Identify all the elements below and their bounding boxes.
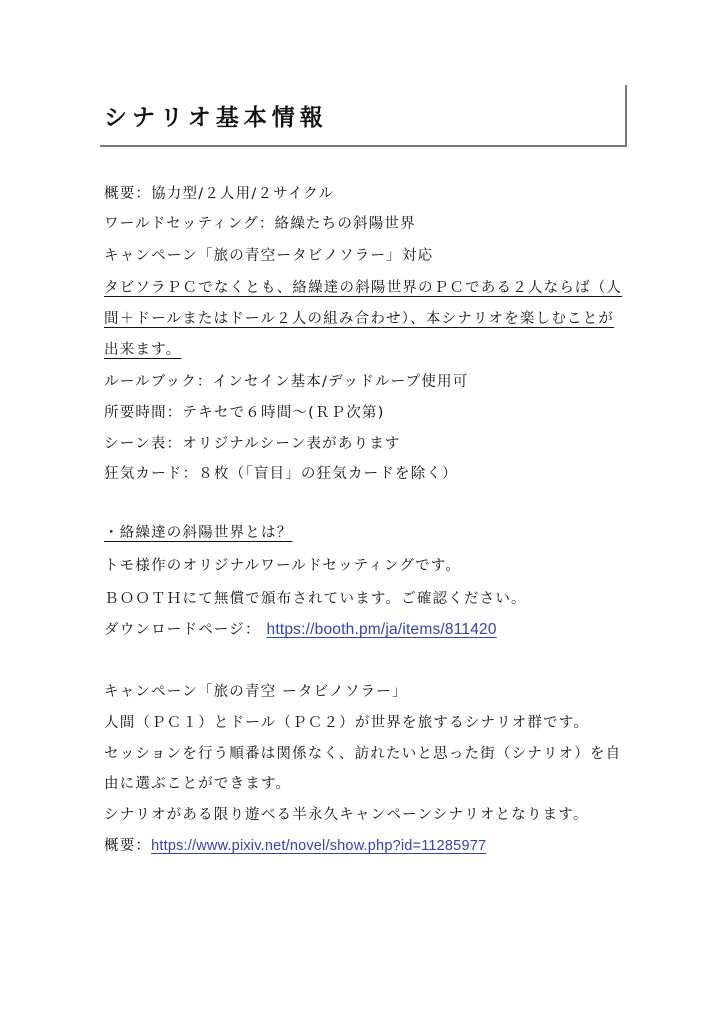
compatibility-note-line-2: 間＋ドールまたはドール２人の組み合わせ）、本シナリオを楽しむことが <box>104 311 615 327</box>
world-description-line-1: トモ様作のオリジナルワールドセッティングです。 <box>104 558 462 574</box>
campaign-description-line-4: シナリオがある限り遊べる半永久キャンペーンシナリオとなります。 <box>104 807 589 823</box>
download-label: ダウンロードページ： <box>104 622 261 638</box>
world-section-heading: ・絡繰達の斜陽世界とは？ <box>104 525 293 541</box>
campaign-summary-label: 概要： <box>104 838 152 854</box>
compatibility-note-line-1: タビソラＰＣでなくとも、絡繰達の斜陽世界のＰＣである２人ならば（人 <box>104 280 623 296</box>
summary-text: 概要：協力型/２人用/２サイクル <box>104 186 335 202</box>
campaign-support-text: キャンペーン「旅の青空ータビノソラー」対応 <box>104 248 434 264</box>
rulebook-text: ルールブック：インセイン基本/デッドループ使用可 <box>104 374 469 390</box>
world-description-line-2: ＢＯＯＴＨにて無償で頒布されています。ご確認ください。 <box>104 591 527 607</box>
campaign-summary-row <box>104 836 486 856</box>
campaign-description-line-3: 由に選ぶことができます。 <box>104 776 292 792</box>
page-title: シナリオ基本情報 <box>104 105 328 131</box>
madness-cards-text: 狂気カード：８枚（「盲目」の狂気カードを除く） <box>104 466 458 482</box>
pixiv-summary-link[interactable]: https://www.pixiv.net/novel/show.php?id=11285977 <box>151 838 487 854</box>
campaign-description-line-2: セッションを行う順番は関係なく、訪れたいと思った街（シナリオ）を自 <box>104 746 622 762</box>
campaign-description-line-1: 人間（ＰＣ１）とドール（ＰＣ２）が世界を旅するシナリオ群です。 <box>104 715 590 731</box>
booth-download-link[interactable]: https://booth.pm/ja/items/811420 <box>266 621 497 638</box>
world-setting-text: ワールドセッティング：絡繰たちの斜陽世界 <box>104 216 416 232</box>
time-required-text: 所要時間：テキセで６時間～(ＲＰ次第) <box>104 405 385 421</box>
download-row <box>104 620 497 640</box>
compatibility-note-line-3: 出来ます。 <box>104 342 182 358</box>
campaign-section-heading: キャンペーン「旅の青空 ータビノソラー」 <box>104 684 408 700</box>
scene-table-text: シーン表：オリジナルシーン表があります <box>104 436 401 452</box>
